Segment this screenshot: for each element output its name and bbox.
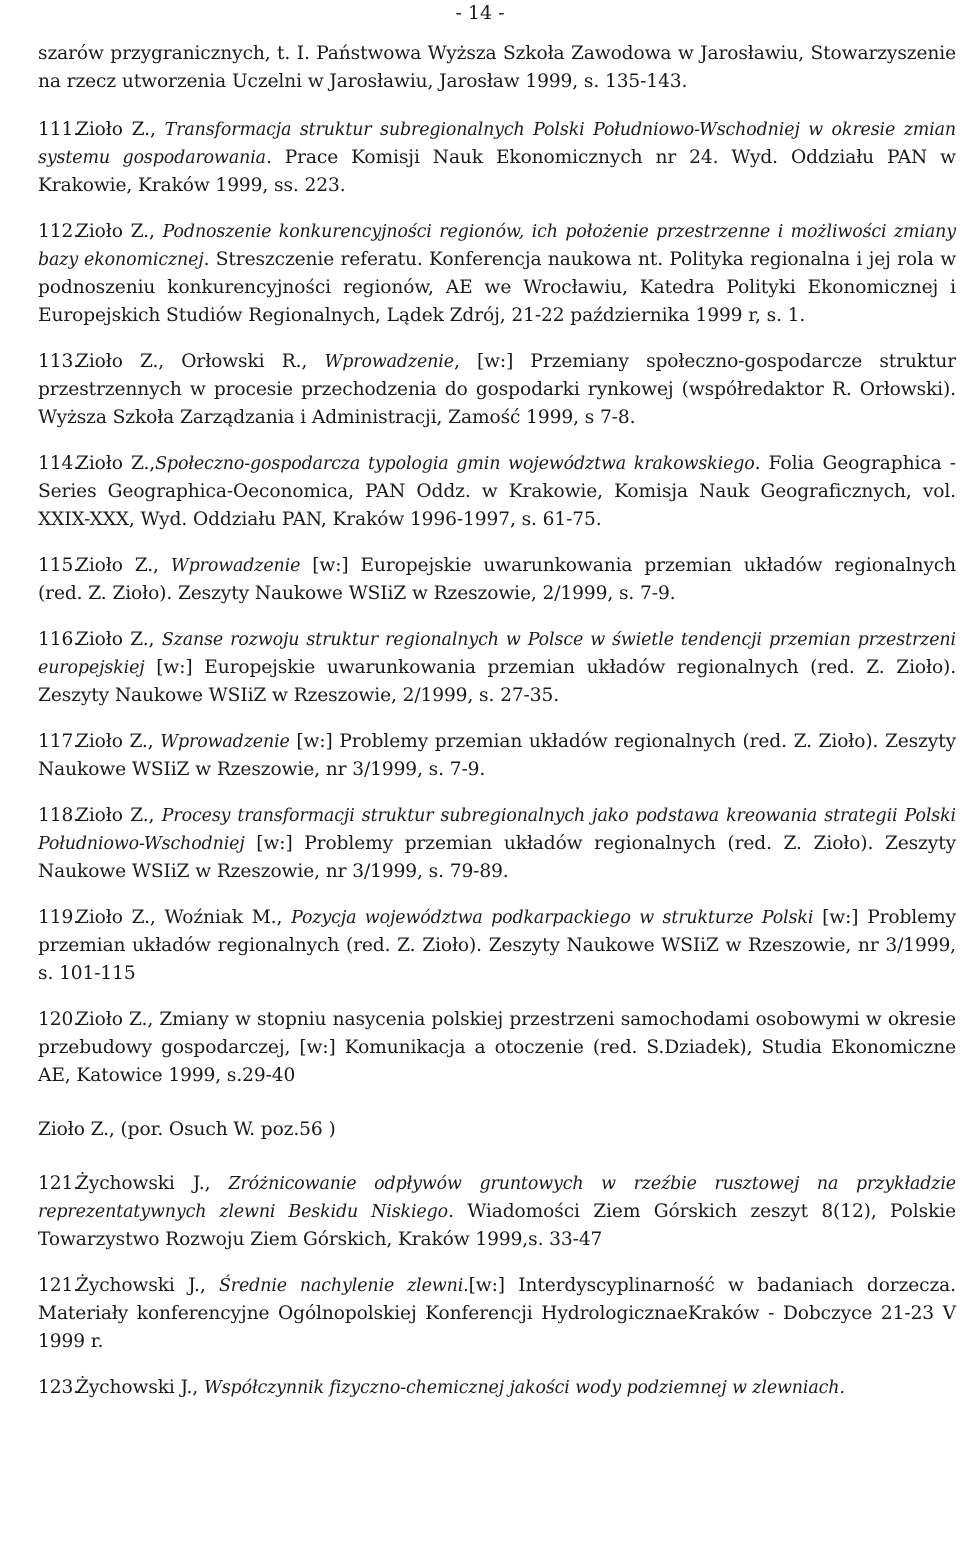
bibliography-entry — [38, 802, 956, 886]
entry-title: Procesy transformacji struktur subregionalnych jako podstawa kreowania strategii Polski Południowo-Wschodniej — [38, 806, 956, 854]
bibliography-entry — [38, 450, 956, 534]
bibliography-entry — [38, 1374, 956, 1402]
entry-author: Żychowski J. — [76, 1275, 200, 1296]
bibliography-entry — [38, 626, 956, 710]
entry-number: 120. — [38, 1009, 80, 1030]
entry-author: Żychowski J. — [76, 1377, 193, 1398]
entry-separator: , — [153, 555, 171, 576]
entry-author: Zioło Z. — [76, 1009, 148, 1030]
entry-title: Społeczno-gospodarcza typologia gmin województwa krakowskiego — [155, 454, 755, 474]
entry-separator: , — [148, 629, 162, 650]
entry-number: 121. — [38, 1173, 80, 1194]
entry-text: [w:] Europejskie uwarunkowania przemian układów regionalnych (red. Z. Zioło). Zeszyty Naukowe WSIiZ w Rzeszowie, 2/1999, s. 7-9. — [38, 555, 956, 604]
entry-text: Zmiany w stopniu nasycenia polskiej przestrzeni samochodami osobowymi w okresie przebudowy gospodarczej, [w:] Komunikacja a otoczenie (red. S.Dziadek), Studia Ekonomiczne AE, Katowice 1999, s.29-40 — [38, 1009, 956, 1086]
entry-separator: , — [301, 351, 325, 372]
entry-number: 111. — [38, 119, 80, 140]
entry-separator: , — [204, 1173, 229, 1194]
entry-number: 121. — [38, 1275, 80, 1296]
entry-title: Współczynnik fizyczno-chemicznej jakości wody podziemnej w zlewniach. — [203, 1378, 845, 1398]
bibliography-entry — [38, 218, 956, 330]
bibliography-entry — [38, 40, 956, 96]
entry-separator: , — [147, 1009, 160, 1030]
entry-number: 116. — [38, 629, 80, 650]
entry-number: 119. — [38, 907, 80, 928]
entry-text: , [w:] Przemiany społeczno-gospodarcze struktur przestrzennych w procesie przechodzenia do gospodarki rynkowej (współredaktor R. Orłowski). Wyższa Szkoła Zarządzania i Administracji, Zamość 1999, s 7-8. — [38, 351, 956, 428]
entry-author: Zioło Z. — [76, 453, 150, 474]
page-number: - 14 - — [455, 2, 505, 24]
entry-author: Zioło Z., Woźniak M. — [76, 907, 277, 928]
bibliography-entry — [38, 1170, 956, 1254]
entry-number: 115. — [38, 555, 80, 576]
bibliography-list — [38, 40, 956, 1420]
bibliography-entry — [38, 552, 956, 608]
entry-title: Zróżnicowanie odpływów gruntowych w rzeźbie rusztowej na przykładzie reprezentatywnych zlewni Beskidu Niskiego — [38, 1174, 957, 1222]
bibliography-entry — [38, 728, 956, 784]
entry-separator: , — [147, 731, 161, 752]
entry-separator: , — [149, 453, 156, 474]
entry-title: Pozycja województwa podkarpackiego w strukturze Polski — [291, 908, 814, 928]
entry-text: [w:] Problemy przemian układów regionalnych (red. Z. Zioło). Zeszyty Naukowe WSIiZ w Rzeszowie, nr 3/1999, s. 7-9. — [38, 731, 956, 780]
entry-title: Wprowadzenie — [324, 352, 454, 372]
entry-number: 117. — [38, 731, 80, 752]
entry-author: Zioło Z. — [76, 629, 149, 650]
entry-separator: , — [149, 119, 165, 140]
bibliography-entry — [38, 1116, 956, 1144]
bibliography-entry — [38, 348, 956, 432]
entry-text: [w:] Problemy przemian układów regionalnych (red. Z. Zioło). Zeszyty Naukowe WSIiZ w Rzeszowie, nr 3/1999, s. 101-115 — [38, 907, 956, 984]
entry-text: . Prace Komisji Nauk Ekonomicznych nr 24. Wyd. Oddziału PAN w Krakowie, Kraków 1999, ss. 223. — [38, 147, 956, 196]
bibliography-entry — [38, 1006, 956, 1090]
bibliography-entry — [38, 116, 956, 200]
entry-title: Szanse rozwoju struktur regionalnych w Polsce w świetle tendencji przemian przestrzeni europejskiej — [38, 630, 956, 678]
entry-text: [w:] Problemy przemian układów regionalnych (red. Z. Zioło). Zeszyty Naukowe WSIiZ w Rzeszowie, nr 3/1999, s. 79-89. — [38, 833, 956, 882]
entry-text: [w:] Europejskie uwarunkowania przemian układów regionalnych (red. Z. Zioło). Zeszyty Naukowe WSIiZ w Rzeszowie, 2/1999, s. 27-35. — [38, 657, 956, 706]
entry-text: . Wiadomości Ziem Górskich zeszyt 8(12), Polskie Towarzystwo Rozwoju Ziem Górskich, Kraków 1999,s. 33-47 — [38, 1201, 956, 1250]
entry-author: Żychowski J. — [76, 1173, 205, 1194]
bibliography-entry — [38, 904, 956, 988]
entry-text: Zioło Z., (por. Osuch W. poz.56 ) — [38, 1119, 336, 1140]
entry-separator: , — [276, 907, 292, 928]
entry-author: Zioło Z. — [76, 555, 154, 576]
entry-text: . Folia Geographica - Series Geographica-Oeconomica, PAN Oddz. w Krakowie, Komisja Nauk Geograficznych, vol. XXIX-XXX, Wyd. Oddziału PAN, Kraków 1996-1997, s. 61-75. — [38, 453, 956, 530]
entry-title: Średnie nachylenie zlewni. — [218, 1276, 469, 1296]
entry-text: szarów przygranicznych, t. I. Państwowa Wyższa Szkoła Zawodowa w Jarosławiu, Stowarzyszenie na rzecz utworzenia Uczelni w Jarosławiu, Jarosław 1999, s. 135-143. — [38, 43, 956, 92]
entry-separator: , — [199, 1275, 219, 1296]
entry-author: Zioło Z. — [76, 731, 148, 752]
entry-title: Wprowadzenie — [160, 732, 290, 752]
entry-number: 123. — [38, 1377, 80, 1398]
entry-author: Zioło Z. — [76, 119, 150, 140]
entry-text: . Streszczenie referatu. Konferencja naukowa nt. Polityka regionalna i jej rola w podnoszeniu konkurencyjności regionów, AE we Wrocławiu, Katedra Polityki Ekonomicznej i Europejskich Studiów Regionalnych, Lądek Zdrój, 21-22 października 1999 r, s. 1. — [38, 249, 957, 326]
entry-title: Podnoszenie konkurencyjności regionów, ich położenie przestrzenne i możliwości zmiany bazy ekonomicznej — [38, 222, 956, 270]
entry-author: Zioło Z., Orłowski R. — [76, 351, 302, 372]
entry-number: 114. — [38, 453, 80, 474]
entry-number: 113. — [38, 351, 80, 372]
entry-title: Wprowadzenie — [170, 556, 301, 576]
entry-number: 118. — [38, 805, 80, 826]
bibliography-entry — [38, 1272, 956, 1356]
entry-text: [w:] Interdyscyplinarność w badaniach dorzecza. Materiały konferencyjne Ogólnopolskiej Konferencji HydrologicznaeKraków - Dobczyce 21-23 V 1999 r. — [38, 1275, 956, 1352]
entry-number: 112. — [38, 221, 80, 242]
entry-author: Zioło Z. — [76, 221, 149, 242]
entry-separator: , — [148, 221, 163, 242]
entry-separator: , — [148, 805, 162, 826]
entry-title: Transformacja struktur subregionalnych Polski Południowo-Wschodniej w okresie zmian systemu gospodarowania — [38, 120, 956, 168]
entry-separator: , — [192, 1377, 204, 1398]
entry-author: Zioło Z. — [76, 805, 149, 826]
